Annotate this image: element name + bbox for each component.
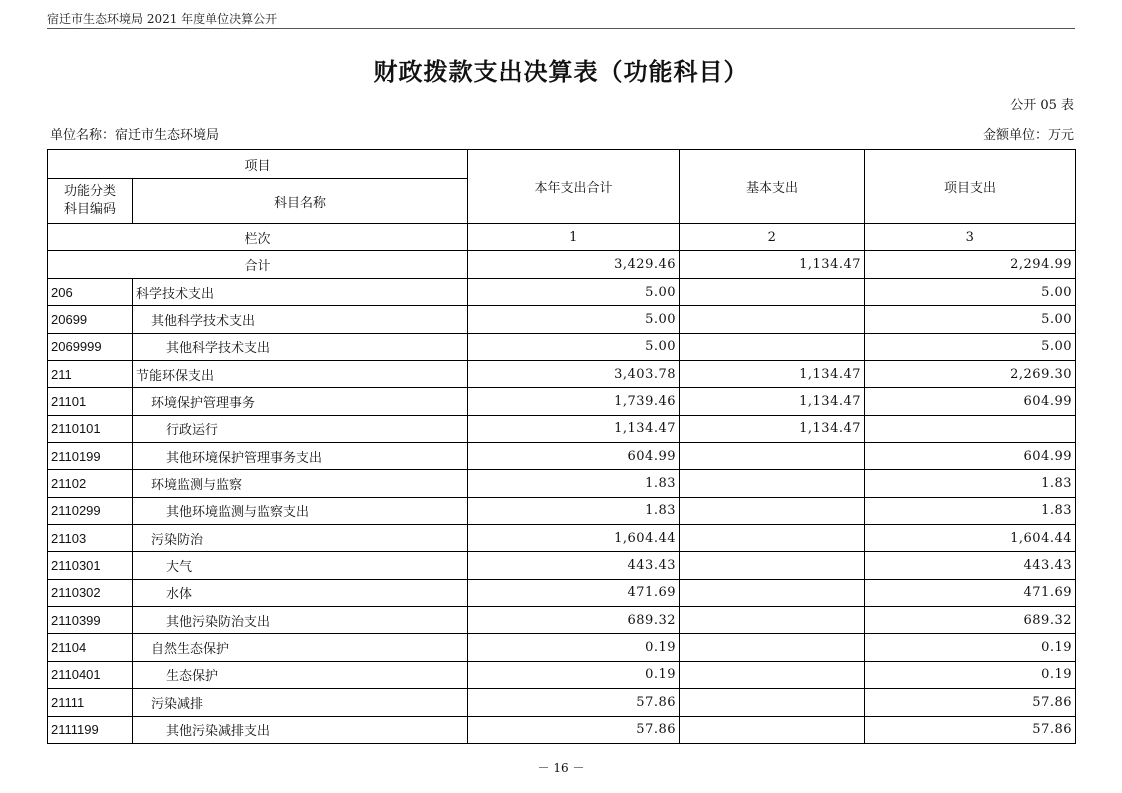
row-name: 污染防治 <box>133 525 468 552</box>
table-row <box>48 525 1076 552</box>
row-total: 1,134.47 <box>468 415 680 442</box>
row-basic <box>680 497 865 524</box>
table-row <box>48 716 1076 743</box>
unit-name: 单位名称：宿迁市生态环境局 <box>50 128 220 143</box>
row-basic <box>680 306 865 333</box>
row-code: 21104 <box>48 634 133 661</box>
col-header-total: 本年支出合计 <box>468 150 680 224</box>
row-code: 21102 <box>48 470 133 497</box>
row-code: 2110101 <box>48 415 133 442</box>
row-total: 5.00 <box>468 279 680 306</box>
table-row <box>48 579 1076 606</box>
row-project: 604.99 <box>865 443 1076 470</box>
sum-project: 2,294.99 <box>865 251 1076 279</box>
row-index-2: 2 <box>680 224 865 251</box>
row-name: 其他科学技术支出 <box>133 306 468 333</box>
row-basic <box>680 552 865 579</box>
row-basic <box>680 279 865 306</box>
header-divider <box>47 28 1075 29</box>
row-code: 2110401 <box>48 661 133 688</box>
row-code: 2110301 <box>48 552 133 579</box>
row-name: 自然生态保护 <box>133 634 468 661</box>
row-basic <box>680 689 865 716</box>
table-row <box>48 661 1076 688</box>
row-name: 其他环境保护管理事务支出 <box>133 443 468 470</box>
row-name: 水体 <box>133 579 468 606</box>
row-project: 0.19 <box>865 661 1076 688</box>
table-row <box>48 415 1076 442</box>
row-name: 科学技术支出 <box>133 279 468 306</box>
row-basic <box>680 607 865 634</box>
row-total: 689.32 <box>468 607 680 634</box>
table-row <box>48 689 1076 716</box>
row-basic <box>680 470 865 497</box>
page-number: － 16 － <box>537 761 585 775</box>
row-total: 3,403.78 <box>468 361 680 388</box>
row-code: 20699 <box>48 306 133 333</box>
running-header: 宿迁市生态环境局 2021 年度单位决算公开 <box>47 12 278 26</box>
row-basic: 1,134.47 <box>680 415 865 442</box>
row-code: 2110199 <box>48 443 133 470</box>
row-index-1: 1 <box>468 224 680 251</box>
project-header: 项目 <box>48 150 468 179</box>
row-name: 环境保护管理事务 <box>133 388 468 415</box>
name-header: 科目名称 <box>133 179 468 224</box>
sum-label: 合计 <box>48 251 468 279</box>
row-total: 443.43 <box>468 552 680 579</box>
row-project: 0.19 <box>865 634 1076 661</box>
row-project <box>865 415 1076 442</box>
row-total: 1.83 <box>468 497 680 524</box>
row-code: 2111199 <box>48 716 133 743</box>
col-header-project: 项目支出 <box>865 150 1076 224</box>
row-project: 1.83 <box>865 497 1076 524</box>
row-project: 57.86 <box>865 716 1076 743</box>
expenditure-table <box>47 149 1076 744</box>
table-row <box>48 497 1076 524</box>
code-header-line1: 功能分类 <box>63 184 116 199</box>
row-code: 206 <box>48 279 133 306</box>
table-row <box>48 279 1076 306</box>
row-name: 其他污染减排支出 <box>133 716 468 743</box>
row-total: 1,739.46 <box>468 388 680 415</box>
row-basic <box>680 525 865 552</box>
row-total: 1,604.44 <box>468 525 680 552</box>
row-project: 5.00 <box>865 306 1076 333</box>
table-row <box>48 607 1076 634</box>
row-name: 其他污染防治支出 <box>133 607 468 634</box>
code-header <box>48 179 133 224</box>
code-header-line2: 科目编码 <box>63 202 116 217</box>
row-basic: 1,134.47 <box>680 361 865 388</box>
row-total: 471.69 <box>468 579 680 606</box>
row-project: 5.00 <box>865 333 1076 360</box>
col-header-basic: 基本支出 <box>680 150 865 224</box>
row-total: 0.19 <box>468 661 680 688</box>
table-row <box>48 470 1076 497</box>
row-project: 689.32 <box>865 607 1076 634</box>
row-basic <box>680 661 865 688</box>
row-code: 2110399 <box>48 607 133 634</box>
row-project: 5.00 <box>865 279 1076 306</box>
row-name: 大气 <box>133 552 468 579</box>
row-name: 污染减排 <box>133 689 468 716</box>
row-basic <box>680 634 865 661</box>
row-index-3: 3 <box>865 224 1076 251</box>
row-code: 2110302 <box>48 579 133 606</box>
sum-basic: 1,134.47 <box>680 251 865 279</box>
table-row <box>48 333 1076 360</box>
row-project: 57.86 <box>865 689 1076 716</box>
row-total: 5.00 <box>468 333 680 360</box>
table-row <box>48 443 1076 470</box>
row-code: 2069999 <box>48 333 133 360</box>
row-name: 其他科学技术支出 <box>133 333 468 360</box>
row-name: 节能环保支出 <box>133 361 468 388</box>
row-project: 604.99 <box>865 388 1076 415</box>
row-basic <box>680 443 865 470</box>
row-project: 1.83 <box>865 470 1076 497</box>
row-total: 57.86 <box>468 689 680 716</box>
row-code: 21101 <box>48 388 133 415</box>
row-code: 2110299 <box>48 497 133 524</box>
form-number: 公开 05 表 <box>1010 98 1074 113</box>
row-basic <box>680 333 865 360</box>
row-code: 211 <box>48 361 133 388</box>
row-total: 0.19 <box>468 634 680 661</box>
table-row <box>48 552 1076 579</box>
row-project: 443.43 <box>865 552 1076 579</box>
table-row <box>48 361 1076 388</box>
row-total: 57.86 <box>468 716 680 743</box>
row-basic <box>680 579 865 606</box>
table-row <box>48 388 1076 415</box>
row-code: 21103 <box>48 525 133 552</box>
row-total: 604.99 <box>468 443 680 470</box>
row-name: 其他环境监测与监察支出 <box>133 497 468 524</box>
row-basic <box>680 716 865 743</box>
row-index-label: 栏次 <box>48 224 468 251</box>
row-code: 21111 <box>48 689 133 716</box>
page-title: 财政拨款支出决算表（功能科目） <box>373 58 749 86</box>
sum-total: 3,429.46 <box>468 251 680 279</box>
row-project: 2,269.30 <box>865 361 1076 388</box>
table-row <box>48 306 1076 333</box>
row-total: 1.83 <box>468 470 680 497</box>
row-project: 1,604.44 <box>865 525 1076 552</box>
row-name: 生态保护 <box>133 661 468 688</box>
row-name: 环境监测与监察 <box>133 470 468 497</box>
money-unit: 金额单位：万元 <box>982 128 1074 143</box>
table-row <box>48 634 1076 661</box>
row-project: 471.69 <box>865 579 1076 606</box>
row-name: 行政运行 <box>133 415 468 442</box>
row-basic: 1,134.47 <box>680 388 865 415</box>
row-total: 5.00 <box>468 306 680 333</box>
